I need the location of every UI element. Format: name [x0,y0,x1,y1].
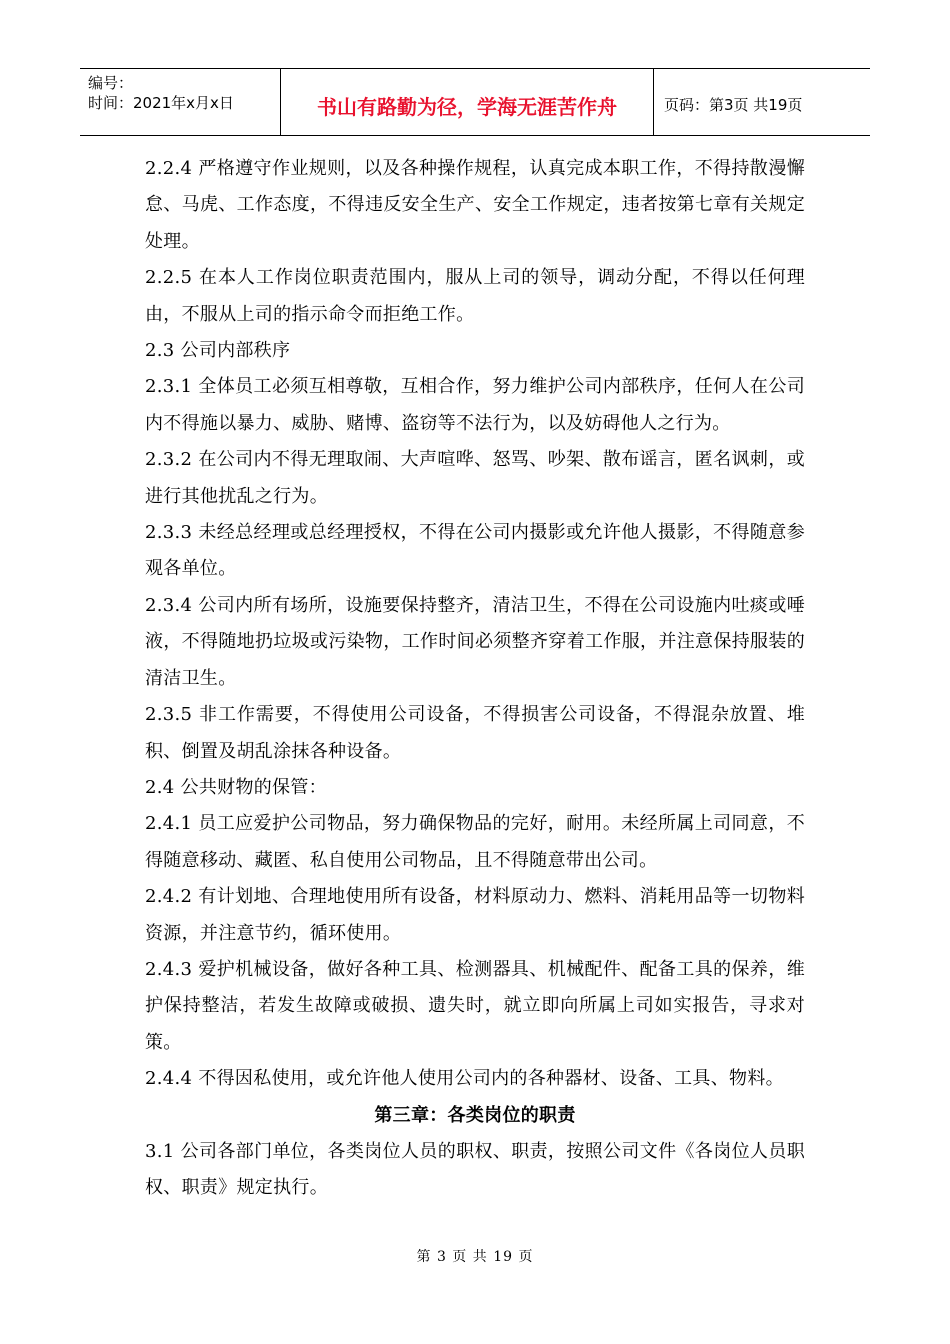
page-header [80,68,870,136]
section-heading-2-3: 2.3 公司内部秩序 [145,340,291,362]
header-page-info: 页码：第3页 共19页 [664,95,803,114]
paragraph-2-4-3: 2.4.3 爱护机械设备，做好各种工具、检测器具、机械配件、配备工具的保养，维护保持整洁，若发生故障或破损、遗失时，就立即向所属上司如实报告，寻求对策。 [145,958,805,1053]
header-motto: 书山有路勤为径，学海无涯苦作舟 [280,69,654,135]
document-number-label: 编号： [88,74,134,92]
document-body [145,151,805,1207]
page-footer: 第 3 页 共 19 页 [416,1249,534,1265]
paragraph-2-3-1: 2.3.1 全体员工必须互相尊敬，互相合作，努力维护公司内部秩序，任何人在公司内不得施以暴力、威胁、赌博、盗窃等不法行为，以及妨碍他人之行为。 [145,376,805,434]
paragraph-2-2-4: 2.2.4 严格遵守作业规则，以及各种操作规程，认真完成本职工作，不得持散漫懈怠、马虎、工作态度，不得违反安全生产、安全工作规定，违者按第七章有关规定处理。 [145,158,805,252]
paragraph-2-4-2: 2.4.2 有计划地、合理地使用所有设备，材料原动力、燃料、消耗用品等一切物料资源，并注意节约，循环使用。 [145,886,805,944]
paragraph-2-2-5: 2.2.5 在本人工作岗位职责范围内，服从上司的领导，调动分配，不得以任何理由，不服从上司的指示命令而拒绝工作。 [145,267,805,325]
paragraph-2-4-1: 2.4.1 员工应爱护公司物品，努力确保物品的完好，耐用。未经所属上司同意，不得随意移动、藏匿、私自使用公司物品，且不得随意带出公司。 [145,813,805,871]
paragraph-3-1: 3.1 公司各部门单位，各类岗位人员的职权、职责，按照公司文件《各岗位人员职权、职责》规定执行。 [145,1140,805,1199]
header-meta [80,69,280,135]
document-time-label: 时间：2021年x月x日 [88,94,234,112]
paragraph-2-4-4: 2.4.4 不得因私使用，或允许他人使用公司内的各种器材、设备、工具、物料。 [145,1068,784,1090]
chapter-title: 第三章：各类岗位的职责 [374,1104,576,1126]
paragraph-2-3-2: 2.3.2 在公司内不得无理取闹、大声喧哗、怒骂、吵架、散布谣言，匿名讽刺，或进行其他扰乱之行为。 [145,449,805,507]
paragraph-2-3-5: 2.3.5 非工作需要，不得使用公司设备，不得损害公司设备，不得混杂放置、堆积、倒置及胡乱涂抹各种设备。 [145,704,805,762]
paragraph-2-3-4: 2.3.4 公司内所有场所，设施要保持整齐，清洁卫生，不得在公司设施内吐痰或唾液，不得随地扔垃圾或污染物，工作时间必须整齐穿着工作服，并注意保持服装的清洁卫生。 [145,594,805,689]
paragraph-2-3-3: 2.3.3 未经总经理或总经理授权，不得在公司内摄影或允许他人摄影，不得随意参观各单位。 [145,522,805,580]
section-heading-2-4: 2.4 公共财物的保管： [145,776,327,798]
